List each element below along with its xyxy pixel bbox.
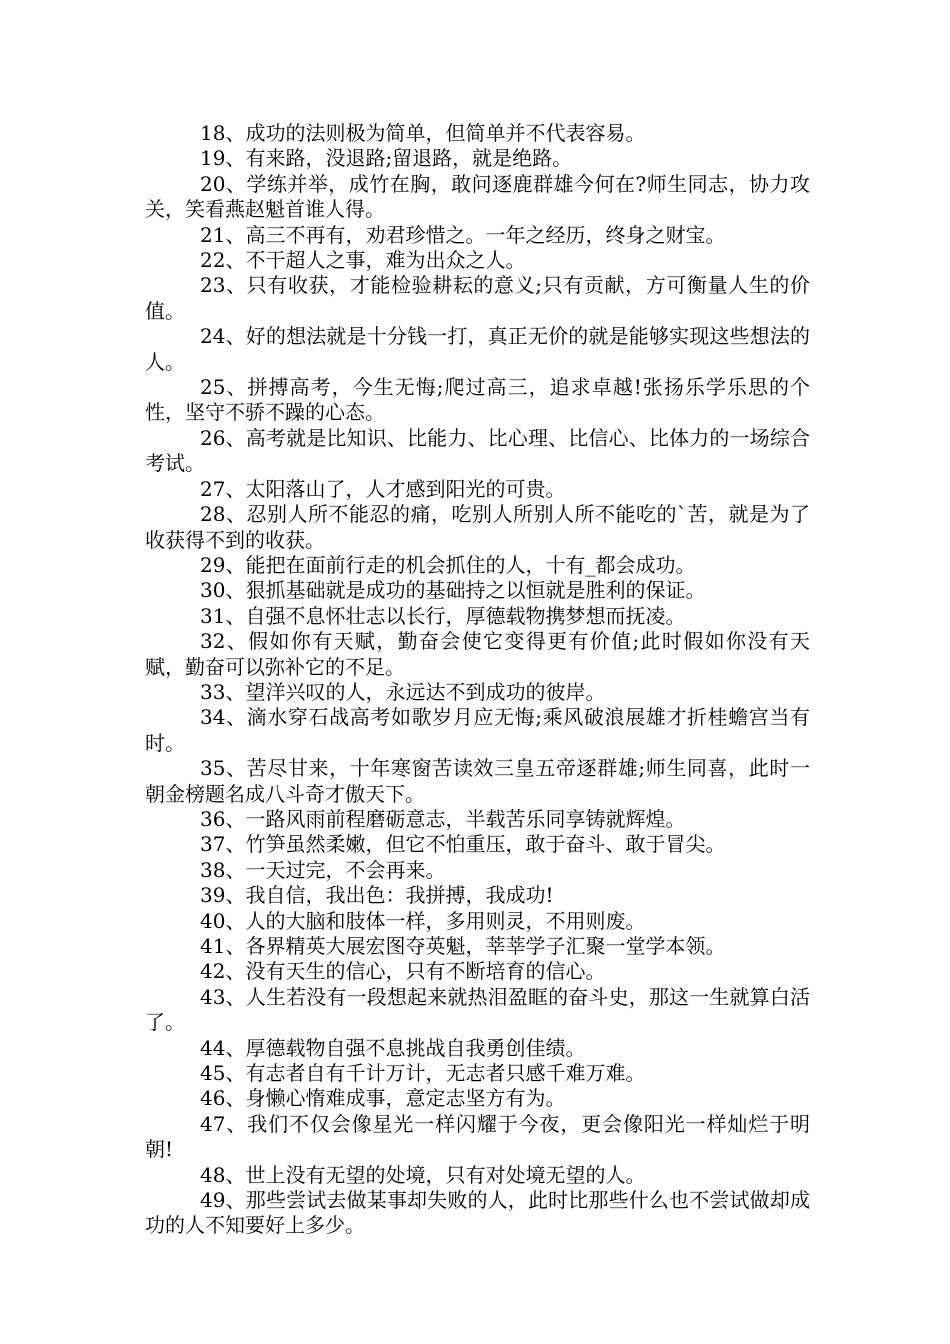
list-item: 26、高考就是比知识、比能力、比心理、比信心、比体力的一场综合考试。 <box>145 425 810 476</box>
list-item: 34、滴水穿石战高考如歌岁月应无悔;乘风破浪展雄才折桂蟾宫当有时。 <box>145 705 810 755</box>
list-item: 42、没有天生的信心，只有不断培育的信心。 <box>200 959 606 984</box>
list-item: 30、狠抓基础就是成功的基础持之以恒就是胜利的保证。 <box>200 578 706 603</box>
list-item: 44、厚德载物自强不息挑战自我勇创佳绩。 <box>200 1035 586 1060</box>
list-item: 48、世上没有无望的处境，只有对处境无望的人。 <box>200 1162 646 1187</box>
list-item: 28、忍别人所不能忍的痛，吃别人所别人所不能吃的`苦，就是为了收获得不到的收获。 <box>145 502 810 552</box>
list-item: 35、苦尽甘来，十年寒窗苦读效三皇五帝逐群雄;师生同喜，此时一朝金榜题名成八斗奇才傲天下。 <box>145 756 810 806</box>
list-item: 43、人生若没有一段想起来就热泪盈眶的奋斗史，那这一生就算白活了。 <box>145 984 810 1035</box>
list-item: 22、不干超人之事，难为出众之人。 <box>200 248 526 273</box>
list-item: 27、太阳落山了，人才感到阳光的可贵。 <box>200 476 566 501</box>
list-item: 36、一路风雨前程磨砺意志，半载苦乐同享铸就辉煌。 <box>200 806 686 831</box>
list-item: 45、有志者自有千计万计，无志者只感千难万难。 <box>200 1061 646 1086</box>
list-item: 40、人的大脑和肢体一样，多用则灵，不用则废。 <box>200 908 646 933</box>
list-item: 20、学练并举，成竹在胸，敢问逐鹿群雄今何在?师生同志，协力攻关，笑看燕赵魁首谁人得。 <box>145 171 810 222</box>
list-item: 33、望洋兴叹的人，永远达不到成功的彼岸。 <box>200 679 606 704</box>
list-item: 21、高三不再有，劝君珍惜之。一年之经历，终身之财宝。 <box>200 222 726 247</box>
list-item: 49、那些尝试去做某事却失败的人，此时比那些什么也不尝试做却成功的人不知要好上多少。 <box>145 1188 810 1238</box>
list-item: 39、我自信，我出色：我拼搏，我成功! <box>200 883 554 908</box>
list-item: 31、自强不息怀壮志以长行，厚德载物携梦想而抚凌。 <box>200 603 686 628</box>
list-item: 46、身懒心惰难成事，意定志坚方有为。 <box>200 1086 566 1111</box>
list-item: 47、我们不仅会像星光一样闪耀于今夜，更会像阳光一样灿烂于明朝! <box>145 1111 810 1162</box>
document-body <box>145 121 810 1239</box>
list-item: 19、有来路，没退路;留退路，就是绝路。 <box>200 146 573 171</box>
list-item: 32、假如你有天赋，勤奋会使它变得更有价值;此时假如你没有天赋，勤奋可以弥补它的不足。 <box>145 629 810 679</box>
list-item: 38、一天过完，不会再来。 <box>200 857 446 882</box>
list-item: 23、只有收获，才能检验耕耘的意义;只有贡献，方可衡量人生的价值。 <box>145 273 810 323</box>
list-item: 18、成功的法则极为简单，但简单并不代表容易。 <box>200 121 646 145</box>
list-item: 29、能把在面前行走的机会抓住的人，十有_都会成功。 <box>200 552 696 577</box>
list-item: 25、拼搏高考，今生无悔;爬过高三，追求卓越!张扬乐学乐思的个性，坚守不骄不躁的心态。 <box>145 375 810 425</box>
list-item: 24、好的想法就是十分钱一打，真正无价的就是能够实现这些想法的人。 <box>145 324 810 374</box>
list-item: 37、竹笋虽然柔嫩，但它不怕重压，敢于奋斗、敢于冒尖。 <box>200 832 726 857</box>
list-item: 41、各界精英大展宏图夺英魁，莘莘学子汇聚一堂学本领。 <box>200 934 726 958</box>
